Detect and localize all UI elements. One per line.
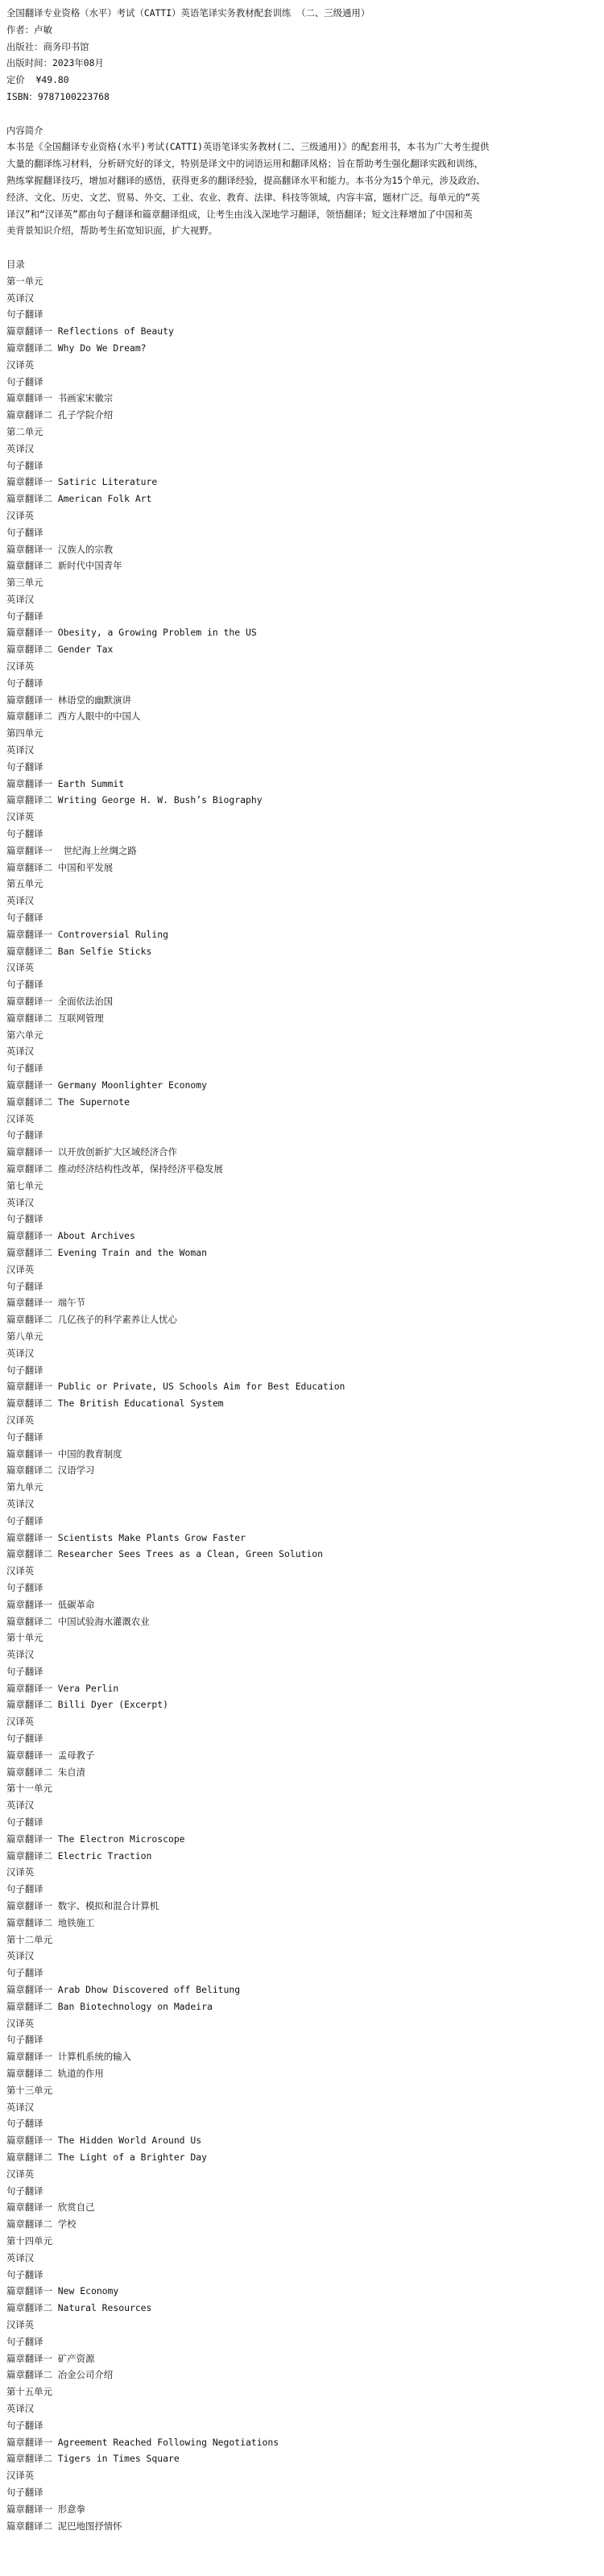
- toc-item: 句子翻译: [6, 2268, 43, 2280]
- toc-item: 第四单元: [6, 727, 43, 739]
- toc-item: 第十四单元: [6, 2234, 52, 2247]
- toc-item: 篇章翻译二 朱自清: [6, 1766, 85, 1778]
- toc-item: 第十三单元: [6, 2084, 52, 2096]
- intro-line: 经济、文化、历史、文艺、贸易、外交、工业、农业、教育、法律、科技等领域，内容丰富，题材广泛。每单元的“英: [6, 191, 480, 203]
- toc-item: 篇章翻译一 Germany Moonlighter Economy: [6, 1079, 207, 1091]
- toc-item: 英译汉: [6, 1497, 35, 1510]
- toc-item: 汉译英: [6, 2168, 35, 2180]
- toc-heading: 目录: [6, 258, 25, 270]
- toc-item: 篇章翻译二 The British Educational System: [6, 1398, 224, 1410]
- toc-item: 汉译英: [6, 2318, 35, 2330]
- toc-item: 篇章翻译一 Arab Dhow Discovered off Belitung: [6, 1984, 241, 1996]
- toc-item: 篇章翻译二 中国试验海水灌溉农业: [6, 1615, 150, 1627]
- toc-item: 篇章翻译一 孟母教子: [6, 1749, 95, 1761]
- book-page: [0, 5, 604, 2534]
- toc-item: 篇章翻译一 Earth Summit: [6, 777, 125, 789]
- toc-item: 篇章翻译一 Vera Perlin: [6, 1682, 119, 1694]
- toc-item: 篇章翻译二 地铁施工: [6, 1916, 95, 1928]
- book-publisher: 出版社：商务印书馆: [6, 40, 89, 52]
- toc-item: 篇章翻译一 矿产资源: [6, 2352, 95, 2364]
- toc-item: 英译汉: [6, 593, 35, 605]
- intro-line: 译汉”和“汉译英”都由句子翻译和篇章翻译组成，让考生由浅入深地学习翻译，领悟翻译；短文注释增加了中国和英: [6, 208, 473, 220]
- toc-item: 句子翻译: [6, 2034, 43, 2046]
- toc-item: 汉译英: [6, 2017, 35, 2029]
- toc-item: 第七单元: [6, 1179, 43, 1191]
- toc-item: 英译汉: [6, 744, 35, 756]
- toc-item: 第六单元: [6, 1029, 43, 1041]
- intro-line: 本书是《全国翻译专业资格(水平)考试(CATTI)英语笔译实务教材(二、三级通用)》的配套用书，本书为广大考生提供: [6, 141, 490, 153]
- toc-item: 篇章翻译二 Natural Resources: [6, 2302, 152, 2314]
- toc-item: 篇章翻译一 Public or Private, US Schools Aim for Best Education: [6, 1381, 345, 1393]
- toc-item: 英译汉: [6, 1950, 35, 1962]
- intro-section: [6, 122, 598, 240]
- toc-item: 篇章翻译二 Billi Dyer (Excerpt): [6, 1699, 168, 1711]
- toc-item: 汉译英: [6, 962, 35, 974]
- toc-item: 篇章翻译二 学校: [6, 2218, 77, 2230]
- toc-section: [6, 256, 598, 2534]
- intro-line: 大量的翻译练习材料，分析研究好的译文，特别是译文中的词语运用和翻译风格；旨在帮助考生强化翻译实践和训练，: [6, 158, 484, 170]
- intro-line: 熟练掌握翻译技巧，增加对翻译的感悟，获得更多的翻译经验，提高翻译水平和能力。本书分为15个单元，涉及政治、: [6, 174, 486, 186]
- toc-item: 汉译英: [6, 509, 35, 521]
- intro-line: 美背景知识介绍，帮助考生拓宽知识面，扩大视野。: [6, 225, 217, 237]
- intro-heading: 内容简介: [6, 124, 43, 136]
- toc-item: 句子翻译: [6, 979, 43, 991]
- toc-item: 篇章翻译一 林语堂的幽默演讲: [6, 694, 131, 706]
- toc-item: 句子翻译: [6, 1213, 43, 1225]
- toc-item: 第十二单元: [6, 1933, 52, 1945]
- toc-item: 篇章翻译一 Obesity, a Growing Problem in the US: [6, 627, 257, 639]
- toc-item: 篇章翻译一 世纪海上丝绸之路: [6, 844, 137, 856]
- toc-item: 汉译英: [6, 661, 35, 673]
- toc-item: 英译汉: [6, 1196, 35, 1208]
- toc-item: 篇章翻译一 The Electron Microscope: [6, 1833, 185, 1845]
- toc-item: 篇章翻译二 新时代中国青年: [6, 560, 122, 572]
- toc-item: 句子翻译: [6, 2118, 43, 2130]
- toc-item: 篇章翻译二 推动经济结构性改革，保持经济平稳发展: [6, 1162, 223, 1174]
- toc-item: 汉译英: [6, 1263, 35, 1275]
- book-author: 作者：卢敏: [6, 23, 52, 35]
- toc-item: 英译汉: [6, 2251, 35, 2263]
- toc-item: 句子翻译: [6, 828, 43, 840]
- toc-item: 篇章翻译一 Reflections of Beauty: [6, 325, 174, 338]
- toc-item: 英译汉: [6, 1649, 35, 1661]
- book-metadata: [6, 5, 598, 106]
- toc-item: 篇章翻译二 西方人眼中的中国人: [6, 710, 141, 723]
- toc-item: 篇章翻译一 中国的教育制度: [6, 1447, 122, 1460]
- toc-item: 篇章翻译一 欣赏自己: [6, 2201, 95, 2214]
- intro-body: [6, 139, 598, 239]
- toc-item: 篇章翻译一 端午节: [6, 1297, 85, 1309]
- toc-item: 第五单元: [6, 878, 43, 890]
- toc-item: 句子翻译: [6, 610, 43, 622]
- book-title: 全国翻译专业资格（水平）考试（CATTI）英语笔译实务教材配套训练 （二、三级通用）: [6, 7, 370, 19]
- toc-item: 英译汉: [6, 292, 35, 304]
- toc-item: 篇章翻译二 汉语学习: [6, 1464, 95, 1476]
- toc-item: 篇章翻译一 Agreement Reached Following Negotiations: [6, 2436, 279, 2448]
- toc-item: 篇章翻译二 孔子学院介绍: [6, 409, 114, 421]
- toc-item: 篇章翻译一 Satiric Literature: [6, 476, 158, 488]
- toc-item: 篇章翻译二 American Folk Art: [6, 493, 152, 505]
- toc-item: 汉译英: [6, 358, 35, 371]
- toc-item: 句子翻译: [6, 1733, 43, 1745]
- toc-item: 篇章翻译二 几亿孩子的科学素养让人忧心: [6, 1314, 177, 1326]
- toc-item: 汉译英: [6, 1716, 35, 1728]
- toc-item: 句子翻译: [6, 1431, 43, 1443]
- toc-item: 汉译英: [6, 1866, 35, 1878]
- toc-item: 篇章翻译二 Writing George H. W. Bush’s Biography: [6, 794, 263, 806]
- toc-item: 篇章翻译一 Scientists Make Plants Grow Faster: [6, 1531, 246, 1543]
- toc-item: 句子翻译: [6, 459, 43, 471]
- toc-item: 英译汉: [6, 1347, 35, 1359]
- toc-item: 英译汉: [6, 2101, 35, 2113]
- toc-item: 篇章翻译二 冶金公司介绍: [6, 2369, 114, 2381]
- toc-item: 汉译英: [6, 811, 35, 823]
- toc-item: 篇章翻译二 Ban Selfie Sticks: [6, 945, 152, 957]
- toc-item: 第二单元: [6, 425, 43, 437]
- toc-item: 篇章翻译一 计算机系统的输入: [6, 2051, 131, 2063]
- toc-item: 篇章翻译一 About Archives: [6, 1230, 135, 1242]
- toc-item: 篇章翻译一 New Economy: [6, 2285, 119, 2297]
- toc-item: 英译汉: [6, 1046, 35, 1058]
- spacer: [6, 106, 598, 122]
- toc-item: 第十一单元: [6, 1783, 52, 1795]
- toc-item: 第十单元: [6, 1632, 43, 1644]
- toc-item: 第一单元: [6, 275, 43, 287]
- toc-item: 英译汉: [6, 442, 35, 454]
- toc-item: 句子翻译: [6, 1816, 43, 1828]
- toc-item: 句子翻译: [6, 760, 43, 772]
- toc-item: 第九单元: [6, 1481, 43, 1493]
- toc-item: 句子翻译: [6, 1581, 43, 1593]
- toc-item: 篇章翻译二 Evening Train and the Woman: [6, 1246, 207, 1258]
- toc-item: 第十五单元: [6, 2386, 52, 2398]
- toc-item: 篇章翻译二 Electric Traction: [6, 1849, 152, 1862]
- toc-item: 篇章翻译一 The Hidden World Around Us: [6, 2135, 202, 2147]
- toc-item: 英译汉: [6, 2402, 35, 2414]
- toc-item: 句子翻译: [6, 2419, 43, 2431]
- toc-item: 篇章翻译二 泥巴地图抒情怀: [6, 2520, 122, 2532]
- toc-item: 篇章翻译一 书画家宋徽宗: [6, 392, 114, 404]
- spacer: [6, 239, 598, 256]
- toc-item: 篇章翻译二 The Light of a Brighter Day: [6, 2151, 207, 2163]
- toc-item: 句子翻译: [6, 2486, 43, 2498]
- toc-item: 篇章翻译二 轨道的作用: [6, 2068, 104, 2080]
- toc-item: 第八单元: [6, 1330, 43, 1342]
- toc-item: 句子翻译: [6, 2185, 43, 2197]
- toc-item: 句子翻译: [6, 912, 43, 924]
- toc-item: 句子翻译: [6, 1129, 43, 1141]
- toc-item: 句子翻译: [6, 1514, 43, 1526]
- toc-item: 句子翻译: [6, 2335, 43, 2347]
- toc-item: 句子翻译: [6, 526, 43, 538]
- toc-item: 篇章翻译一 以开放创新扩大区域经济合作: [6, 1146, 177, 1158]
- toc-item: 篇章翻译二 Tigers in Times Square: [6, 2453, 180, 2465]
- toc-item: 篇章翻译二 Ban Biotechnology on Madeira: [6, 2000, 213, 2012]
- toc-item: 句子翻译: [6, 1665, 43, 1677]
- toc-item: 句子翻译: [6, 1062, 43, 1075]
- toc-item: 篇章翻译一 汉族人的宗教: [6, 543, 114, 555]
- book-pub-date: 出版时间：2023年08月: [6, 57, 104, 69]
- toc-item: 英译汉: [6, 1799, 35, 1812]
- toc-item: 篇章翻译二 Why Do We Dream?: [6, 342, 147, 354]
- toc-item: 汉译英: [6, 1565, 35, 1577]
- toc-item: 句子翻译: [6, 309, 43, 321]
- toc-item: 句子翻译: [6, 1364, 43, 1376]
- toc-item: 篇章翻译二 互联网管理: [6, 1012, 104, 1024]
- toc-item: 篇章翻译二 中国和平发展: [6, 861, 114, 873]
- toc-item: 篇章翻译一 Controversial Ruling: [6, 928, 168, 940]
- toc-item: 篇章翻译一 低碳革命: [6, 1598, 95, 1610]
- toc-item: 篇章翻译一 数字、模拟和混合计算机: [6, 1900, 159, 1912]
- toc-item: 句子翻译: [6, 677, 43, 689]
- book-price: 定价 ¥49.80: [6, 74, 69, 86]
- toc-item: 句子翻译: [6, 1280, 43, 1292]
- toc-item: 汉译英: [6, 1112, 35, 1124]
- toc-item: 篇章翻译二 The Supernote: [6, 1095, 130, 1108]
- toc-item: 篇章翻译二 Gender Tax: [6, 644, 114, 656]
- toc-item: 篇章翻译二 Researcher Sees Trees as a Clean, Green Solution: [6, 1548, 323, 1560]
- toc-item: 句子翻译: [6, 375, 43, 387]
- toc-item: 汉译英: [6, 1414, 35, 1426]
- book-isbn: ISBN：9787100223768: [6, 90, 110, 102]
- toc-list: [6, 273, 598, 2535]
- toc-item: 汉译英: [6, 2470, 35, 2482]
- toc-item: 篇章翻译一 全面依法治国: [6, 996, 114, 1008]
- toc-item: 句子翻译: [6, 1967, 43, 1979]
- toc-item: 英译汉: [6, 895, 35, 907]
- toc-item: 第三单元: [6, 577, 43, 589]
- toc-item: 句子翻译: [6, 1883, 43, 1895]
- toc-item: 篇章翻译一 形意拳: [6, 2503, 85, 2515]
